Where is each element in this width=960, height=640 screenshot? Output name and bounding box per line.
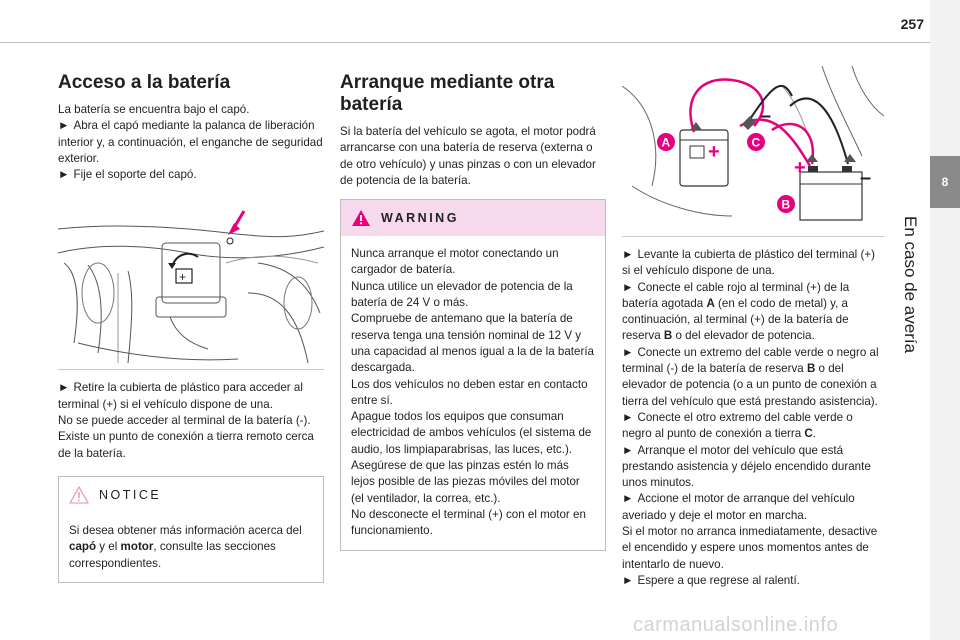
label-a: A xyxy=(661,135,671,150)
warning-header xyxy=(341,200,605,236)
battery-access-illustration xyxy=(58,193,324,370)
label-plus-reserve-battery: + xyxy=(794,157,806,179)
chapter-tab xyxy=(930,0,960,640)
warning-contact: Los dos vehículos no deben estar en contacto entre sí. xyxy=(351,377,588,407)
step-remove-cover: ► Retire la cubierta de plástico para acceder al terminal (+) si el vehículo dispone de una. xyxy=(58,381,303,411)
svg-text:+: + xyxy=(179,270,187,285)
bullet-arrow-icon: ► xyxy=(622,280,634,294)
step-crank-engine: ► Accione el motor de arranque del vehículo averiado y deje el motor en marcha. xyxy=(622,492,855,522)
retry-note: Si el motor no arranca inmediatamente, desactive el encendido y espere unos momentos antes de intentarlo de nuevo. xyxy=(622,525,878,571)
warning-equipment: Apague todos los equipos que consuman electricidad de ambos vehículos (el sistema de audio, los limpiaparabrisas, las luces, etc.). xyxy=(351,410,592,456)
warning-24v: Nunca utilice un elevador de potencia de la batería de 24 V o más. xyxy=(351,279,573,310)
column-jump-start xyxy=(340,72,606,551)
label-c: C xyxy=(751,135,761,150)
top-rule xyxy=(0,42,930,43)
step-connect-negative: ► Conecte un extremo del cable verde o negro al terminal (-) de la batería de reserva B o del elevador de potencia (o a un punto de conexión a tierra del vehículo que está prestando asistencia). xyxy=(622,345,879,408)
column-jump-steps xyxy=(622,66,884,589)
warning-voltage: Compruebe de antemano que la batería de reserva tenga una tensión nominal de 12 V y una capacidad al menos igual a la de la batería descargada. xyxy=(351,312,594,375)
section-title-battery-access: Acceso a la batería xyxy=(58,72,231,93)
warning-box xyxy=(340,199,606,550)
negative-terminal-note: No se puede acceder al terminal de la batería (-). xyxy=(58,414,311,428)
bullet-arrow-icon: ► xyxy=(622,410,634,424)
notice-bold-engine: motor xyxy=(120,540,154,554)
chapter-title: En caso de avería xyxy=(901,216,920,354)
warning-triangle-icon xyxy=(69,486,89,504)
bullet-arrow-icon: ► xyxy=(622,248,634,261)
bullet-arrow-icon: ► xyxy=(622,573,634,587)
notice-box xyxy=(58,476,324,583)
section-title-jump-start: Arranque mediante otra batería xyxy=(340,72,555,115)
step-start-assisting: ► Arranque el motor del vehículo que está prestando asistencia y déjelo encendido durante unos minutos. xyxy=(622,443,871,490)
jumper-cable-drawing xyxy=(622,66,884,236)
notice-body xyxy=(59,513,323,582)
step-open-hood: ► Abra el capó mediante la palanca de liberación interior y, a continuación, el enganche de seguridad exterior. xyxy=(58,119,323,165)
step-connect-red: ► Conecte el cable rojo al terminal (+) de la batería agotada A (en el codo de metal) y, a continuación, al terminal (+) de la batería de reserva B o del elevador de potencia. xyxy=(622,280,850,343)
notice-label: NOTICE xyxy=(99,487,162,502)
column-battery-access xyxy=(58,72,324,583)
battery-under-hood-drawing xyxy=(58,193,324,369)
notice-text: Si desea obtener más información acerca del capó y el motor, consulte las secciones correspondientes. xyxy=(69,523,302,570)
step-fix-support: ► Fije el soporte del capó. xyxy=(58,168,197,182)
label-b: B xyxy=(781,197,791,212)
label-minus-ground: – xyxy=(760,105,772,127)
chapter-number: 8 xyxy=(930,156,960,208)
watermark: carmanualsonline.info xyxy=(633,614,839,636)
bullet-arrow-icon: ► xyxy=(622,492,634,506)
page-number: 257 xyxy=(900,16,924,32)
warning-label: WARNING xyxy=(381,211,459,226)
ground-point-note: Existe un punto de conexión a tierra remoto cerca de la batería. xyxy=(58,430,314,460)
notice-bold-hood: capó xyxy=(69,540,97,554)
notice-header xyxy=(59,477,323,513)
battery-location-text: La batería se encuentra bajo el capó. xyxy=(58,103,250,116)
jump-start-intro: Si la batería del vehículo se agota, el motor podrá arrancarse con una batería de reserva (externa o de otro vehículo) y unas pinzas o con un elevador de potencia de la batería. xyxy=(340,125,596,187)
warning-body xyxy=(341,236,605,549)
bullet-arrow-icon: ► xyxy=(622,443,634,457)
step-connect-ground: ► Conecte el otro extremo del cable verde o negro al punto de conexión a tierra C. xyxy=(622,410,853,441)
label-plus-dead-battery: + xyxy=(708,141,720,163)
label-minus-reserve-battery: – xyxy=(860,167,872,189)
bullet-arrow-icon: ► xyxy=(58,381,70,395)
warning-charger: Nunca arranque el motor conectando un cargador de batería. xyxy=(351,247,559,277)
bullet-arrow-icon: ► xyxy=(58,168,70,182)
warning-disconnect: No desconecte el terminal (+) con el motor en funcionamiento. xyxy=(351,507,586,538)
bullet-arrow-icon: ► xyxy=(622,345,634,359)
step-lift-cover: ► Levante la cubierta de plástico del terminal (+) si el vehículo dispone de una. xyxy=(622,248,875,278)
jump-start-illustration xyxy=(622,66,884,237)
warning-clamps: Asegúrese de que las pinzas estén lo más lejos posible de las piezas móviles del motor (el ventilador, la correa, etc.). xyxy=(351,459,580,505)
bullet-arrow-icon: ► xyxy=(58,119,70,133)
warning-triangle-icon xyxy=(351,209,371,227)
step-wait-idle: ► Espere a que regrese al ralentí. xyxy=(622,573,800,587)
